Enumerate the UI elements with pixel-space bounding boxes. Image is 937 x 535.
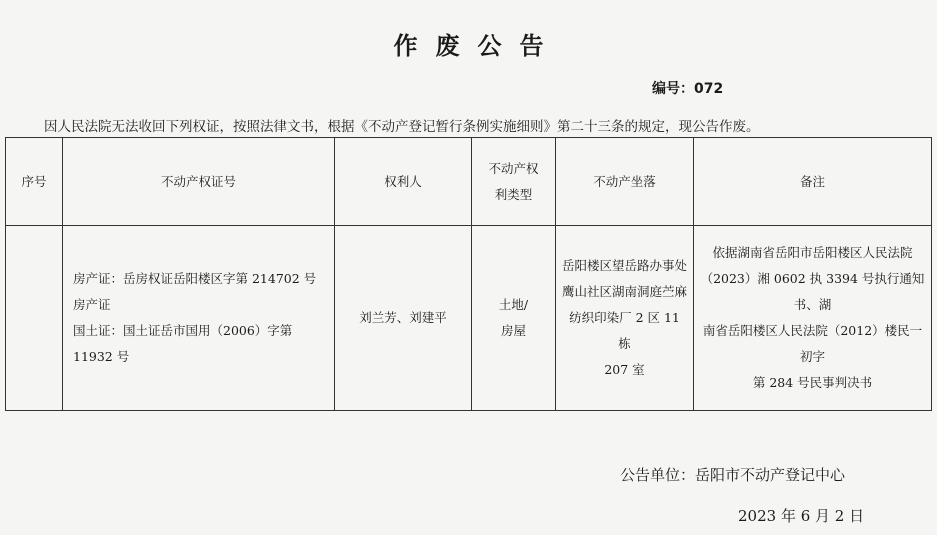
serial-number: 编号：072 <box>652 81 724 97</box>
location-line-1: 岳阳楼区望岳路办事处 <box>562 258 688 273</box>
remark-line-3: 南省岳阳楼区人民法院（2012）楼民一初字 <box>702 323 923 364</box>
remark-line-4: 第 284 号民事判决书 <box>752 375 873 390</box>
cert-line-2: 国土证：国土证岳市国用（2006）字第 11932 号 <box>73 323 293 364</box>
issuing-unit: 公告单位：岳阳市不动产登记中心 <box>620 466 846 484</box>
cell-location <box>556 226 694 411</box>
remark-line-1: 依据湖南省岳阳市岳阳楼区人民法院 <box>712 245 913 260</box>
type-line-1: 土地/ <box>498 297 529 312</box>
header-remark: 备注 <box>694 138 932 226</box>
location-line-2: 鹰山社区湖南洞庭苎麻 <box>562 284 688 299</box>
intro-paragraph: 因人民法院无法收回下列权证，按照法律文书，根据《不动产登记暂行条例实施细则》第二十三条的规定，现公告作废。 <box>44 119 760 135</box>
cell-cert-no <box>63 226 335 411</box>
table-header-row <box>6 138 932 226</box>
header-seq: 序号 <box>6 138 63 226</box>
location-line-4: 207 室 <box>604 362 645 377</box>
header-type-line1: 不动产权 <box>488 160 539 176</box>
notice-table <box>5 137 932 411</box>
header-cert-no: 不动产权证号 <box>63 138 335 226</box>
cert-line-1: 房产证：岳房权证岳阳楼区字第 214702 号房产证 <box>73 271 317 312</box>
remark-line-2: （2023）湘 0602 执 3394 号执行通知书、湖 <box>700 271 925 312</box>
cell-type <box>472 226 556 411</box>
header-location: 不动产坐落 <box>556 138 694 226</box>
cell-seq <box>6 226 63 411</box>
header-type <box>472 138 556 226</box>
cell-holder: 刘兰芳、刘建平 <box>335 226 472 411</box>
cell-remark <box>694 226 932 411</box>
page-title: 作废公告 <box>393 32 562 60</box>
location-line-3: 纺织印染厂 2 区 11 栋 <box>569 310 680 351</box>
issue-date: 2023 年 6 月 2 日 <box>738 507 865 525</box>
header-holder: 权利人 <box>335 138 472 226</box>
table-row <box>6 226 932 411</box>
header-type-line2: 利类型 <box>494 186 533 202</box>
type-line-2: 房屋 <box>500 323 526 338</box>
